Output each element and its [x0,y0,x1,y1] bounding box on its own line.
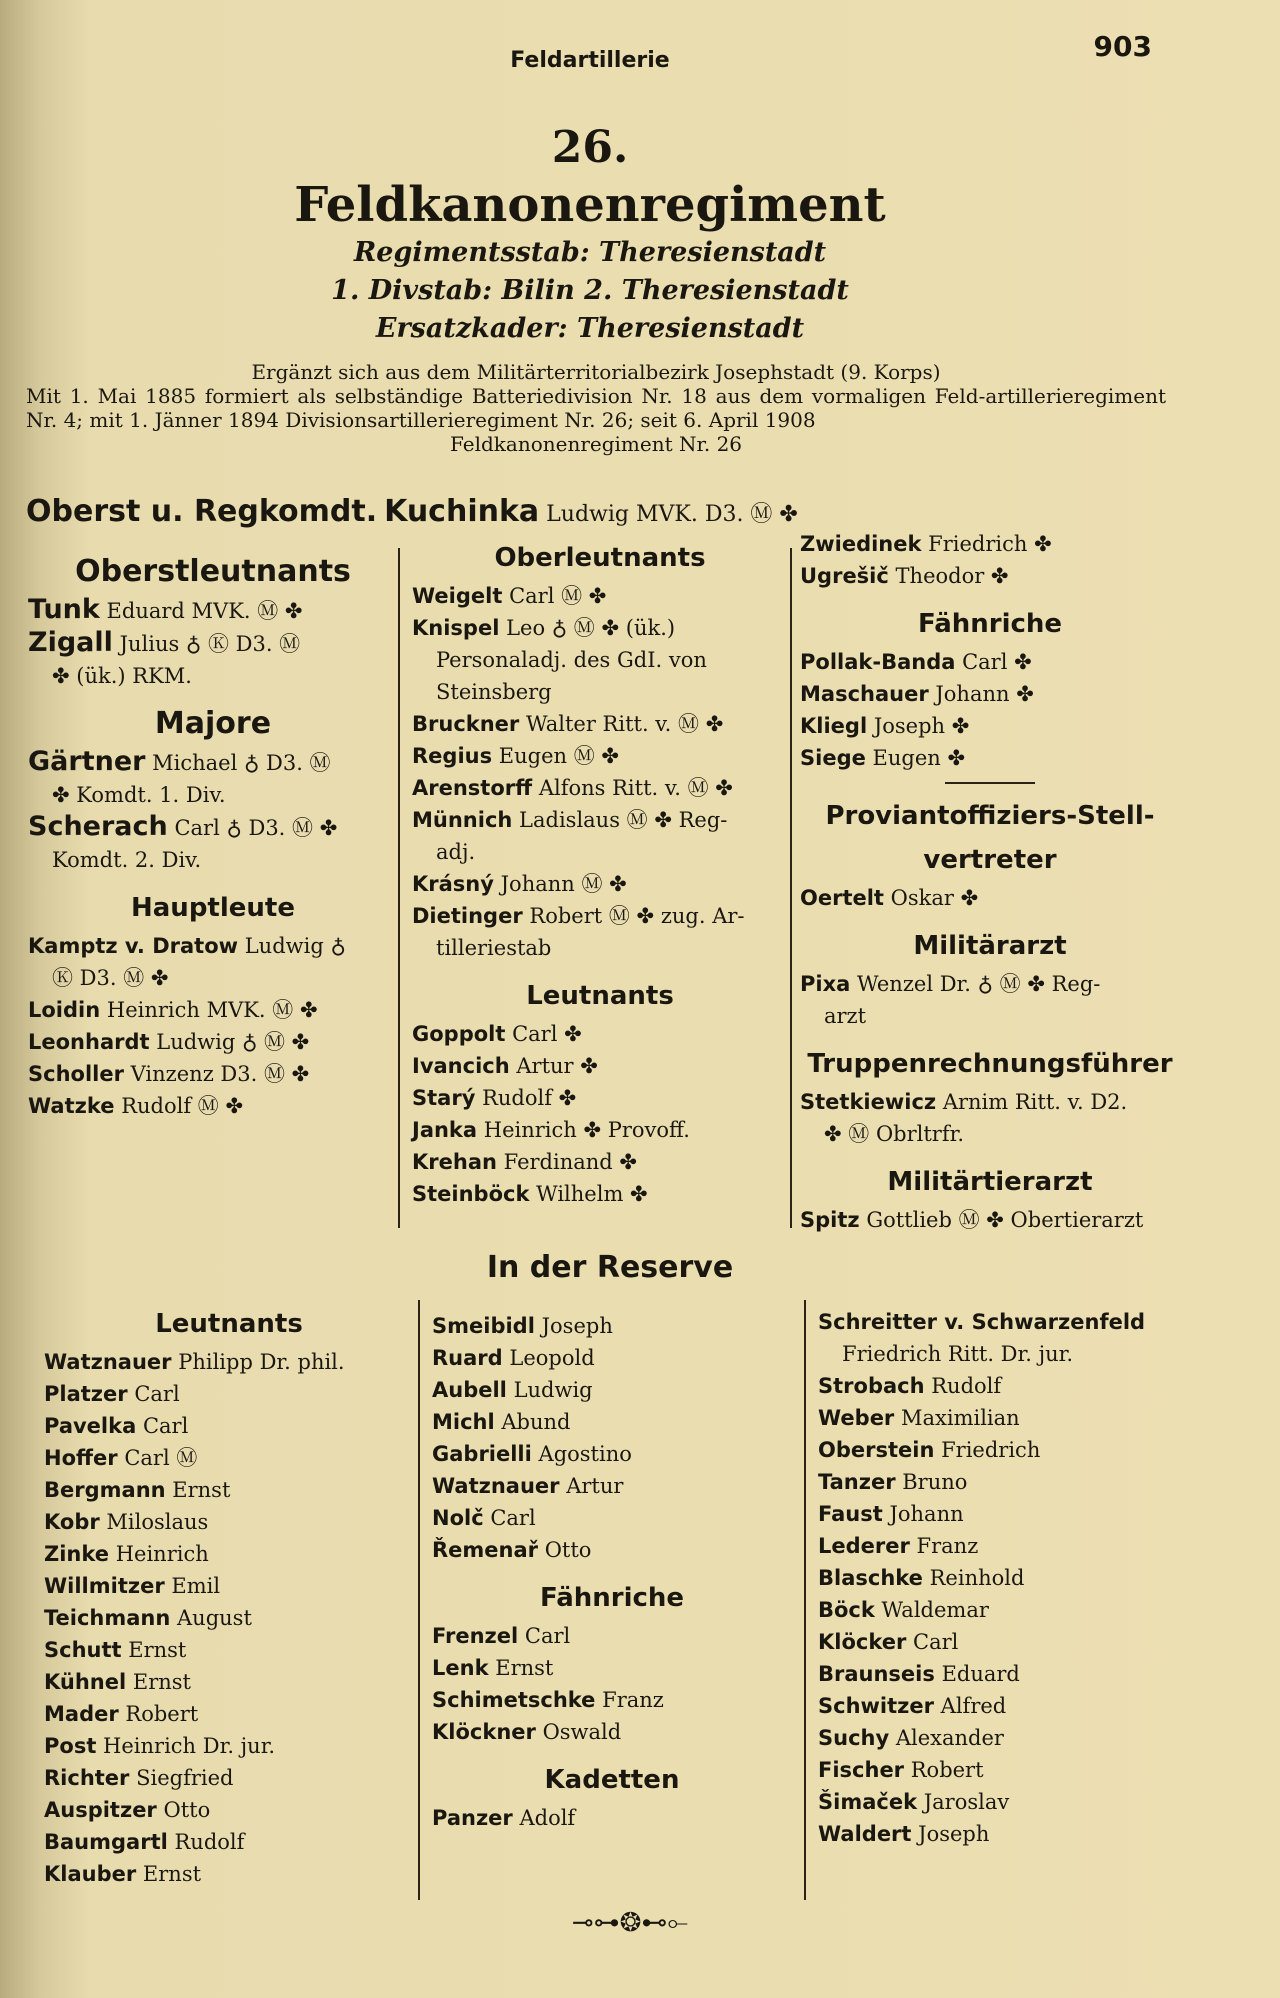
person-surname: Kamptz v. Dratow [28,934,239,958]
person-surname: Braunseis [818,1662,935,1686]
person-details: Heinrich [115,1542,209,1566]
person-details-cont: tilleriestab [436,936,552,960]
person-details: Robert Ⓜ ✤ zug. Ar- [529,904,745,928]
person-surname: Richter [44,1766,130,1790]
person-surname: Schutt [44,1638,122,1662]
person-surname: Post [44,1734,97,1758]
column-3 [800,528,1180,1236]
person-surname: Klauber [44,1862,137,1886]
person-entry [44,1442,414,1474]
person-entry [432,1620,792,1652]
person-details: Agostino [538,1442,632,1466]
person-details: Jaroslav [923,1790,1010,1814]
person-entry [818,1818,1178,1850]
person-details: Ludwig ♁ [244,934,346,958]
person-entry [432,1406,792,1438]
person-entry [44,1698,414,1730]
section-heading: Leutnants [526,981,674,1011]
person-details: Joseph [541,1314,613,1338]
column-divider [790,548,792,1228]
person-entry [800,1204,1180,1236]
person-surname: Oberstein [818,1438,935,1462]
person-entry [412,1050,788,1082]
person-entry [412,1018,788,1050]
person-details: Artur [566,1474,624,1498]
person-surname: Spitz [800,1208,860,1232]
person-details: Waldemar [881,1598,989,1622]
person-entry [432,1684,792,1716]
person-surname: Zinke [44,1542,110,1566]
person-surname: Krehan [412,1150,497,1174]
history-line-2: Mit 1. Mai 1885 formiert als selbständige Batteriedivision Nr. 18 aus dem vormaligen Feld-artillerieregiment Nr. 4; mit 1. Jänner 1894 Divisionsartillerieregiment Nr. 26; seit 6. April 1908 [26,384,1166,432]
ersatzkader-line: Ersatzkader: Theresienstadt [375,313,805,344]
person-details: Rudolf [174,1830,245,1854]
person-details: Philipp Dr. phil. [178,1350,345,1374]
person-entry [818,1370,1178,1402]
person-details: Walter Ritt. v. Ⓜ ✤ [525,712,724,736]
person-details: Carl [134,1382,180,1406]
person-surname: Steinböck [412,1182,530,1206]
person-details: Ernst [128,1638,187,1662]
person-surname: Nolč [432,1506,484,1530]
person-surname: Kliegl [800,714,868,738]
person-surname: Oertelt [800,886,884,910]
person-details: Franz [602,1688,664,1712]
person-details: Michael ♁ D3. Ⓜ [152,751,331,775]
person-entry [800,528,1180,560]
person-entry [44,1826,414,1858]
person-details: Carl [524,1624,571,1648]
person-details: Leo ♁ Ⓜ ✤ (ük.) [506,616,676,640]
person-surname: Lenk [432,1656,489,1680]
person-surname: Aubell [432,1378,507,1402]
person-details: Rudolf [931,1374,1002,1398]
person-details-cont: ✤ Ⓜ Obrltrfr. [824,1122,965,1146]
person-entry [44,1602,414,1634]
person-surname: Goppolt [412,1022,506,1046]
person-details: Theodor ✤ [895,564,1009,588]
person-entry [818,1626,1178,1658]
person-details: Ernst [142,1862,202,1886]
person-entry [818,1594,1178,1626]
person-entry [28,1026,398,1058]
person-details: Eugen Ⓜ ✤ [498,744,619,768]
person-entry [800,646,1180,678]
person-details-cont: Ⓚ D3. Ⓜ ✤ [52,966,169,990]
person-surname: Regius [412,744,493,768]
person-entry [44,1634,414,1666]
reserve-title: In der Reserve [486,1250,734,1285]
person-entry [44,1474,414,1506]
person-surname: Dietinger [412,904,523,928]
person-details: Ernst [172,1478,231,1502]
person-details: Carl ✤ [512,1022,582,1046]
person-surname: Frenzel [432,1624,519,1648]
person-surname: Leonhardt [28,1030,150,1054]
person-entry [432,1310,792,1342]
person-details: Heinrich Dr. jur. [103,1734,276,1758]
person-surname: Klöcker [818,1630,907,1654]
person-details: Artur ✤ [516,1054,598,1078]
person-surname: Waldert [818,1822,912,1846]
person-surname: Suchy [818,1726,890,1750]
person-entry [432,1502,792,1534]
regiment-history [26,360,1166,456]
person-details: Ernst [495,1656,554,1680]
section-heading: Hauptleute [131,893,295,923]
person-entry [412,772,788,804]
column-1 [28,540,398,1122]
person-details: Carl Ⓜ ✤ [509,584,607,608]
person-entry [800,710,1180,742]
section-heading: Oberleutnants [494,543,706,573]
section-heading: Truppenrechnungsführer [807,1049,1173,1079]
person-details: Otto [163,1798,211,1822]
person-surname: Maschauer [800,682,929,706]
person-details: Bruno [902,1470,968,1494]
person-surname: Platzer [44,1382,128,1406]
person-details: Robert [125,1702,199,1726]
person-entry [818,1754,1178,1786]
person-details: Vinzenz D3. Ⓜ ✤ [130,1062,310,1086]
person-surname: Zwiedinek [800,532,922,556]
column-2 [412,526,788,1210]
person-surname: Auspitzer [44,1798,157,1822]
person-surname: Siege [800,746,866,770]
reserve-column-2 [432,1310,792,1834]
person-surname: Hoffer [44,1446,118,1470]
title-block [0,120,1180,348]
person-entry [28,594,398,627]
person-entry [44,1570,414,1602]
person-entry [818,1530,1178,1562]
person-entry [28,1058,398,1090]
person-surname: Schimetschke [432,1688,596,1712]
person-surname: Fischer [818,1758,905,1782]
person-entry [818,1658,1178,1690]
person-surname: Lederer [818,1534,910,1558]
person-details: Wenzel Dr. ♁ Ⓜ ✤ Reg- [857,972,1101,996]
person-surname: Starý [412,1086,476,1110]
person-details: Franz [916,1534,979,1558]
person-entry [412,1178,788,1210]
running-head: Feldartillerie [510,48,670,73]
person-surname: Gärtner [28,746,146,777]
person-entry [44,1730,414,1762]
section-heading: Militärtierarzt [887,1167,1093,1197]
person-surname: Strobach [818,1374,925,1398]
person-surname: Bergmann [44,1478,166,1502]
person-entry [412,740,788,772]
person-entry [432,1716,792,1748]
person-surname: Klöckner [432,1720,536,1744]
person-surname: Willmitzer [44,1574,165,1598]
person-entry [412,900,788,932]
person-details: Eduard MVK. Ⓜ ✤ [106,599,303,623]
person-entry [818,1466,1178,1498]
person-entry [412,580,788,612]
person-details: Carl [490,1506,536,1530]
person-surname: Ugrešič [800,564,889,588]
section-heading: Proviantoffiziers-Stell-vertreter [825,801,1155,875]
person-details-cont: ✤ (ük.) RKM. [52,664,192,688]
person-entry [44,1346,414,1378]
commander-details: Ludwig MVK. D3. Ⓜ ✤ [546,502,798,527]
divstab-line: 1. Divstab: Bilin 2. Theresienstadt [331,275,849,306]
person-entry [432,1374,792,1406]
person-entry [800,560,1180,592]
person-entry [44,1666,414,1698]
person-entry [412,612,788,644]
person-entry [44,1378,414,1410]
person-surname: Weber [818,1406,895,1430]
person-details: Johann [889,1502,964,1526]
person-details: Rudolf ✤ [482,1086,577,1110]
person-surname: Pavelka [44,1414,137,1438]
regiment-number: 26. [551,122,629,173]
person-details: Miloslaus [106,1510,209,1534]
person-details: Julius ♁ Ⓚ D3. Ⓜ [119,632,301,656]
person-surname: Watznauer [44,1350,172,1374]
person-surname: Smeibidl [432,1314,535,1338]
person-surname: Šimaček [818,1790,918,1814]
person-entry [800,968,1180,1000]
person-details: August [177,1606,252,1630]
person-entry [432,1470,792,1502]
person-surname: Zigall [28,627,113,658]
person-entry [432,1342,792,1374]
person-details: Eugen ✤ [872,746,966,770]
person-details-cont: Friedrich Ritt. Dr. jur. [842,1342,1074,1366]
person-details: Emil [171,1574,221,1598]
person-surname: Faust [818,1502,883,1526]
person-details: Carl [913,1630,959,1654]
person-entry [412,1146,788,1178]
person-surname: Arenstorff [412,776,533,800]
person-entry [28,811,398,844]
person-entry [28,627,398,660]
person-details: Johann Ⓜ ✤ [500,872,627,896]
person-entry [28,994,398,1026]
person-details: Carl ✤ [962,650,1032,674]
person-surname: Tunk [28,594,100,625]
person-details: Ludwig [513,1378,593,1402]
commander-row [26,494,798,529]
person-details: Friedrich ✤ [928,532,1052,556]
person-details: Eduard [941,1662,1020,1686]
person-details: Alfons Ritt. v. Ⓜ ✤ [538,776,733,800]
regiment-name: Feldkanonenregiment [294,177,886,233]
person-entry [818,1722,1178,1754]
person-surname: Ivancich [412,1054,510,1078]
person-entry [800,742,1180,774]
person-details: Oswald [542,1720,622,1744]
person-details: Carl ♁ D3. Ⓜ ✤ [174,816,338,840]
person-details: Adolf [519,1806,576,1830]
person-surname: Stetkiewicz [800,1090,937,1114]
page-number: 903 [1093,30,1152,63]
person-surname: Pollak-Banda [800,650,956,674]
person-surname: Watznauer [432,1474,560,1498]
section-heading: Oberstleutnants [75,554,351,589]
person-entry [28,930,398,962]
person-entry [28,1090,398,1122]
person-details: Abund [501,1410,571,1434]
person-details-cont: ✤ Komdt. 1. Div. [52,783,226,807]
person-details: Maximilian [900,1406,1020,1430]
person-surname: Watzke [28,1094,115,1118]
person-entry [800,1086,1180,1118]
person-details: Johann ✤ [935,682,1034,706]
person-details: Carl Ⓜ [124,1446,198,1470]
person-surname: Tanzer [818,1470,896,1494]
person-surname: Knispel [412,616,500,640]
person-details: Ladislaus Ⓜ ✤ Reg- [519,808,728,832]
person-details-cont: Personaladj. des GdI. von Steinsberg [436,648,707,704]
person-surname: Krásný [412,872,494,896]
person-entry [800,882,1180,914]
person-entry [44,1762,414,1794]
person-surname: Kobr [44,1510,100,1534]
person-details-cont: arzt [824,1004,867,1028]
person-surname: Scholler [28,1062,124,1086]
section-heading: Fähnriche [917,609,1063,639]
person-surname: Michl [432,1410,495,1434]
person-details: Rudolf Ⓜ ✤ [121,1094,244,1118]
person-surname: Loidin [28,998,101,1022]
person-surname: Mader [44,1702,119,1726]
column-divider [398,548,400,1228]
person-surname: Schwitzer [818,1694,934,1718]
section-heading: Leutnants [155,1309,303,1339]
person-surname: Blaschke [818,1566,923,1590]
person-details: Joseph [918,1822,990,1846]
person-details-cont: adj. [436,840,476,864]
ornament: ⊸⊶❂⊷⟜ [571,1908,689,1938]
person-entry [432,1652,792,1684]
commander-surname: Kuchinka [384,494,540,529]
person-details: Robert [910,1758,984,1782]
person-surname: Bruckner [412,712,520,736]
person-surname: Kühnel [44,1670,127,1694]
section-heading: Fähnriche [539,1583,685,1613]
person-details: Friedrich [941,1438,1041,1462]
person-entry [432,1534,792,1566]
person-entry [28,746,398,779]
person-entry [818,1306,1178,1338]
person-details: Ernst [132,1670,191,1694]
person-entry [818,1434,1178,1466]
column-divider [804,1300,806,1900]
person-entry [818,1402,1178,1434]
person-details: Ludwig ♁ Ⓜ ✤ [156,1030,310,1054]
person-details: Carl [142,1414,189,1438]
person-entry [432,1802,792,1834]
person-details: Gottlieb Ⓜ ✤ Obertierarzt [866,1208,1144,1232]
person-details-cont: Komdt. 2. Div. [52,848,202,872]
person-details: Otto [544,1538,592,1562]
person-details: Leopold [509,1346,595,1370]
person-details: Oskar ✤ [890,886,979,910]
reserve-column-3 [818,1306,1178,1850]
person-entry [44,1506,414,1538]
regimentsstab-line: Regimentsstab: Theresienstadt [353,237,827,268]
person-surname: Scherach [28,811,168,842]
person-entry [412,804,788,836]
person-entry [800,678,1180,710]
person-entry [44,1538,414,1570]
column-divider [418,1300,420,1900]
person-entry [44,1858,414,1890]
person-details: Alfred [940,1694,1007,1718]
commander-rank: Oberst u. Regkomdt. [26,494,378,529]
person-details: Wilhelm ✤ [536,1182,648,1206]
person-surname: Böck [818,1598,875,1622]
person-entry [412,1114,788,1146]
person-entry [818,1498,1178,1530]
person-details: Reinhold [929,1566,1025,1590]
section-heading: Militärarzt [913,931,1067,961]
reserve-column-1 [44,1292,414,1890]
person-details: Heinrich ✤ Provoff. [483,1118,690,1142]
person-details: Ferdinand ✤ [503,1150,637,1174]
person-details: Arnim Ritt. v. D2. [942,1090,1128,1114]
person-entry [818,1690,1178,1722]
person-surname: Panzer [432,1806,513,1830]
person-surname: Schreitter v. Schwarzenfeld [818,1310,1146,1334]
section-rule [945,782,1035,784]
person-surname: Pixa [800,972,851,996]
history-line-3: Feldkanonenregiment Nr. 26 [449,432,743,456]
person-surname: Münnich [412,808,513,832]
person-surname: Baumgartl [44,1830,168,1854]
person-entry [412,708,788,740]
person-surname: Ruard [432,1346,503,1370]
section-heading: Majore [154,706,272,741]
person-entry [44,1794,414,1826]
person-details: Joseph ✤ [873,714,970,738]
person-entry [818,1562,1178,1594]
person-surname: Teichmann [44,1606,171,1630]
person-entry [44,1410,414,1442]
person-surname: Weigelt [412,584,503,608]
person-entry [432,1438,792,1470]
person-surname: Řemenař [432,1538,539,1562]
person-entry [412,1082,788,1114]
person-entry [818,1786,1178,1818]
person-details: Siegfried [136,1766,234,1790]
history-line-1: Ergänzt sich aus dem Militärterritorialbezirk Josephstadt (9. Korps) [251,360,941,384]
person-details: Alexander [895,1726,1004,1750]
person-entry [412,868,788,900]
person-details: Heinrich MVK. Ⓜ ✤ [106,998,318,1022]
person-surname: Janka [412,1118,478,1142]
person-surname: Gabrielli [432,1442,532,1466]
section-heading: Kadetten [544,1765,680,1795]
